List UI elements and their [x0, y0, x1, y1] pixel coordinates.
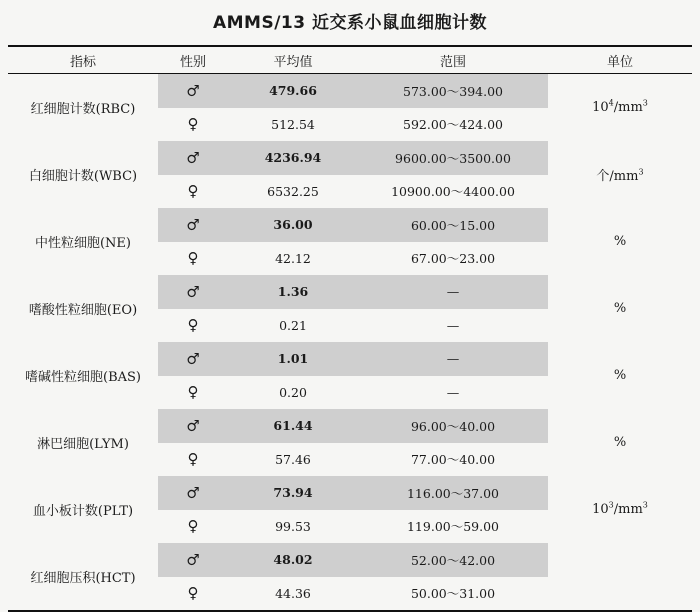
- male-range-value: 60.00～15.00: [358, 208, 548, 242]
- male-symbol: ♂: [158, 141, 228, 175]
- female-mean-value: 6532.25: [267, 183, 319, 199]
- blood-count-table: [8, 45, 692, 612]
- header-mean: 平均值: [228, 46, 358, 74]
- unit-cell: [548, 409, 692, 476]
- female-mean-value: 512.54: [271, 116, 315, 132]
- header-unit: 单位: [548, 46, 692, 74]
- unit-exponent-2: 3: [642, 500, 648, 510]
- female-mean-value: 44.36: [228, 577, 358, 612]
- male-mean-value: 479.66: [228, 74, 358, 108]
- table-title: AMMS/13 近交系小鼠血细胞计数: [212, 13, 488, 33]
- table-body: [8, 74, 692, 612]
- unit-cell: [548, 543, 692, 611]
- male-symbol: ♂: [158, 275, 228, 309]
- female-mean-value: 0.21: [279, 317, 307, 333]
- table-row: [8, 543, 692, 577]
- table-row: [8, 208, 692, 242]
- table-row: [8, 141, 692, 175]
- indicator-cell: 嗜碱性粒细胞(BAS): [25, 370, 141, 385]
- male-range-value: 96.00～40.00: [358, 409, 548, 443]
- male-mean-value: 48.02: [228, 543, 358, 577]
- female-symbol: ♀: [158, 577, 228, 612]
- male-mean-value: 36.00: [228, 208, 358, 242]
- female-symbol: ♀: [187, 249, 199, 268]
- female-mean-value: 99.53: [275, 518, 311, 534]
- unit-cell: [548, 275, 692, 342]
- table-row: [8, 74, 692, 108]
- female-range-value: 50.00～31.00: [358, 577, 548, 612]
- unit-base: %: [613, 301, 627, 316]
- male-mean-value: 73.94: [228, 476, 358, 510]
- female-mean-value: 42.12: [275, 250, 311, 266]
- table-row: [8, 409, 692, 443]
- unit-exponent: 3: [638, 167, 644, 177]
- female-symbol: ♀: [187, 316, 199, 335]
- male-symbol: ♂: [158, 74, 228, 108]
- female-range-value: —: [446, 317, 460, 333]
- male-range-value: 52.00～42.00: [358, 543, 548, 577]
- indicator-cell: 淋巴细胞(LYM): [37, 437, 129, 452]
- male-mean-value: 1.36: [228, 275, 358, 309]
- unit-cell: [548, 208, 692, 275]
- male-symbol: ♂: [158, 342, 228, 376]
- header-indicator: 指标: [8, 46, 158, 74]
- female-range-value: 592.00～424.00: [403, 117, 503, 133]
- female-mean-value: 0.20: [279, 384, 307, 400]
- male-symbol: ♂: [158, 476, 228, 510]
- female-range-value: 67.00～23.00: [410, 251, 496, 267]
- female-symbol: ♀: [187, 383, 199, 402]
- male-mean-value: 61.44: [228, 409, 358, 443]
- unit-cell: [548, 342, 692, 409]
- female-symbol: ♀: [187, 182, 199, 201]
- indicator-cell: 中性粒细胞(NE): [34, 236, 131, 251]
- indicator-cell: 红细胞压积(HCT): [8, 543, 158, 611]
- unit-base: %: [613, 368, 627, 383]
- table-row: [8, 342, 692, 376]
- female-symbol: ♀: [187, 517, 199, 536]
- unit-base: %: [613, 234, 627, 249]
- unit-exponent: 3: [608, 500, 614, 510]
- unit-base: 10: [592, 502, 609, 517]
- unit-base: 10: [592, 100, 609, 115]
- unit-exponent-2: 3: [642, 98, 648, 108]
- table-row: [8, 476, 692, 510]
- table-row: [8, 275, 692, 309]
- header-sex: 性别: [158, 46, 228, 74]
- female-mean-value: 57.46: [275, 451, 311, 467]
- header-row: [8, 46, 692, 74]
- unit-base: 个/mm: [596, 169, 639, 184]
- male-mean-value: 4236.94: [228, 141, 358, 175]
- male-range-value: —: [358, 342, 548, 376]
- indicator-cell: 白细胞计数(WBC): [28, 169, 138, 184]
- unit-cell: [548, 74, 692, 142]
- header-range: 范围: [358, 46, 548, 74]
- male-range-value: 573.00～394.00: [358, 74, 548, 108]
- female-range-value: 77.00～40.00: [410, 452, 496, 468]
- unit-rest: /mm: [613, 502, 643, 517]
- male-mean-value: 1.01: [228, 342, 358, 376]
- female-symbol: ♀: [187, 450, 199, 469]
- male-symbol: ♂: [158, 208, 228, 242]
- unit-cell: [548, 141, 692, 208]
- female-range-value: 10900.00～4400.00: [391, 184, 515, 200]
- male-range-value: 9600.00～3500.00: [358, 141, 548, 175]
- unit-cell: [548, 476, 692, 543]
- unit-base: %: [613, 435, 627, 450]
- male-symbol: ♂: [158, 543, 228, 577]
- unit-rest: /mm: [613, 100, 643, 115]
- unit-exponent: 4: [608, 98, 614, 108]
- male-range-value: 116.00～37.00: [358, 476, 548, 510]
- male-symbol: ♂: [158, 409, 228, 443]
- female-range-value: 119.00～59.00: [406, 519, 500, 535]
- male-range-value: —: [358, 275, 548, 309]
- indicator-cell: 红细胞计数(RBC): [30, 102, 136, 117]
- indicator-cell: 嗜酸性粒细胞(EO): [28, 303, 138, 318]
- female-symbol: ♀: [187, 115, 199, 134]
- female-range-value: —: [446, 384, 460, 400]
- indicator-cell: 血小板计数(PLT): [32, 504, 134, 519]
